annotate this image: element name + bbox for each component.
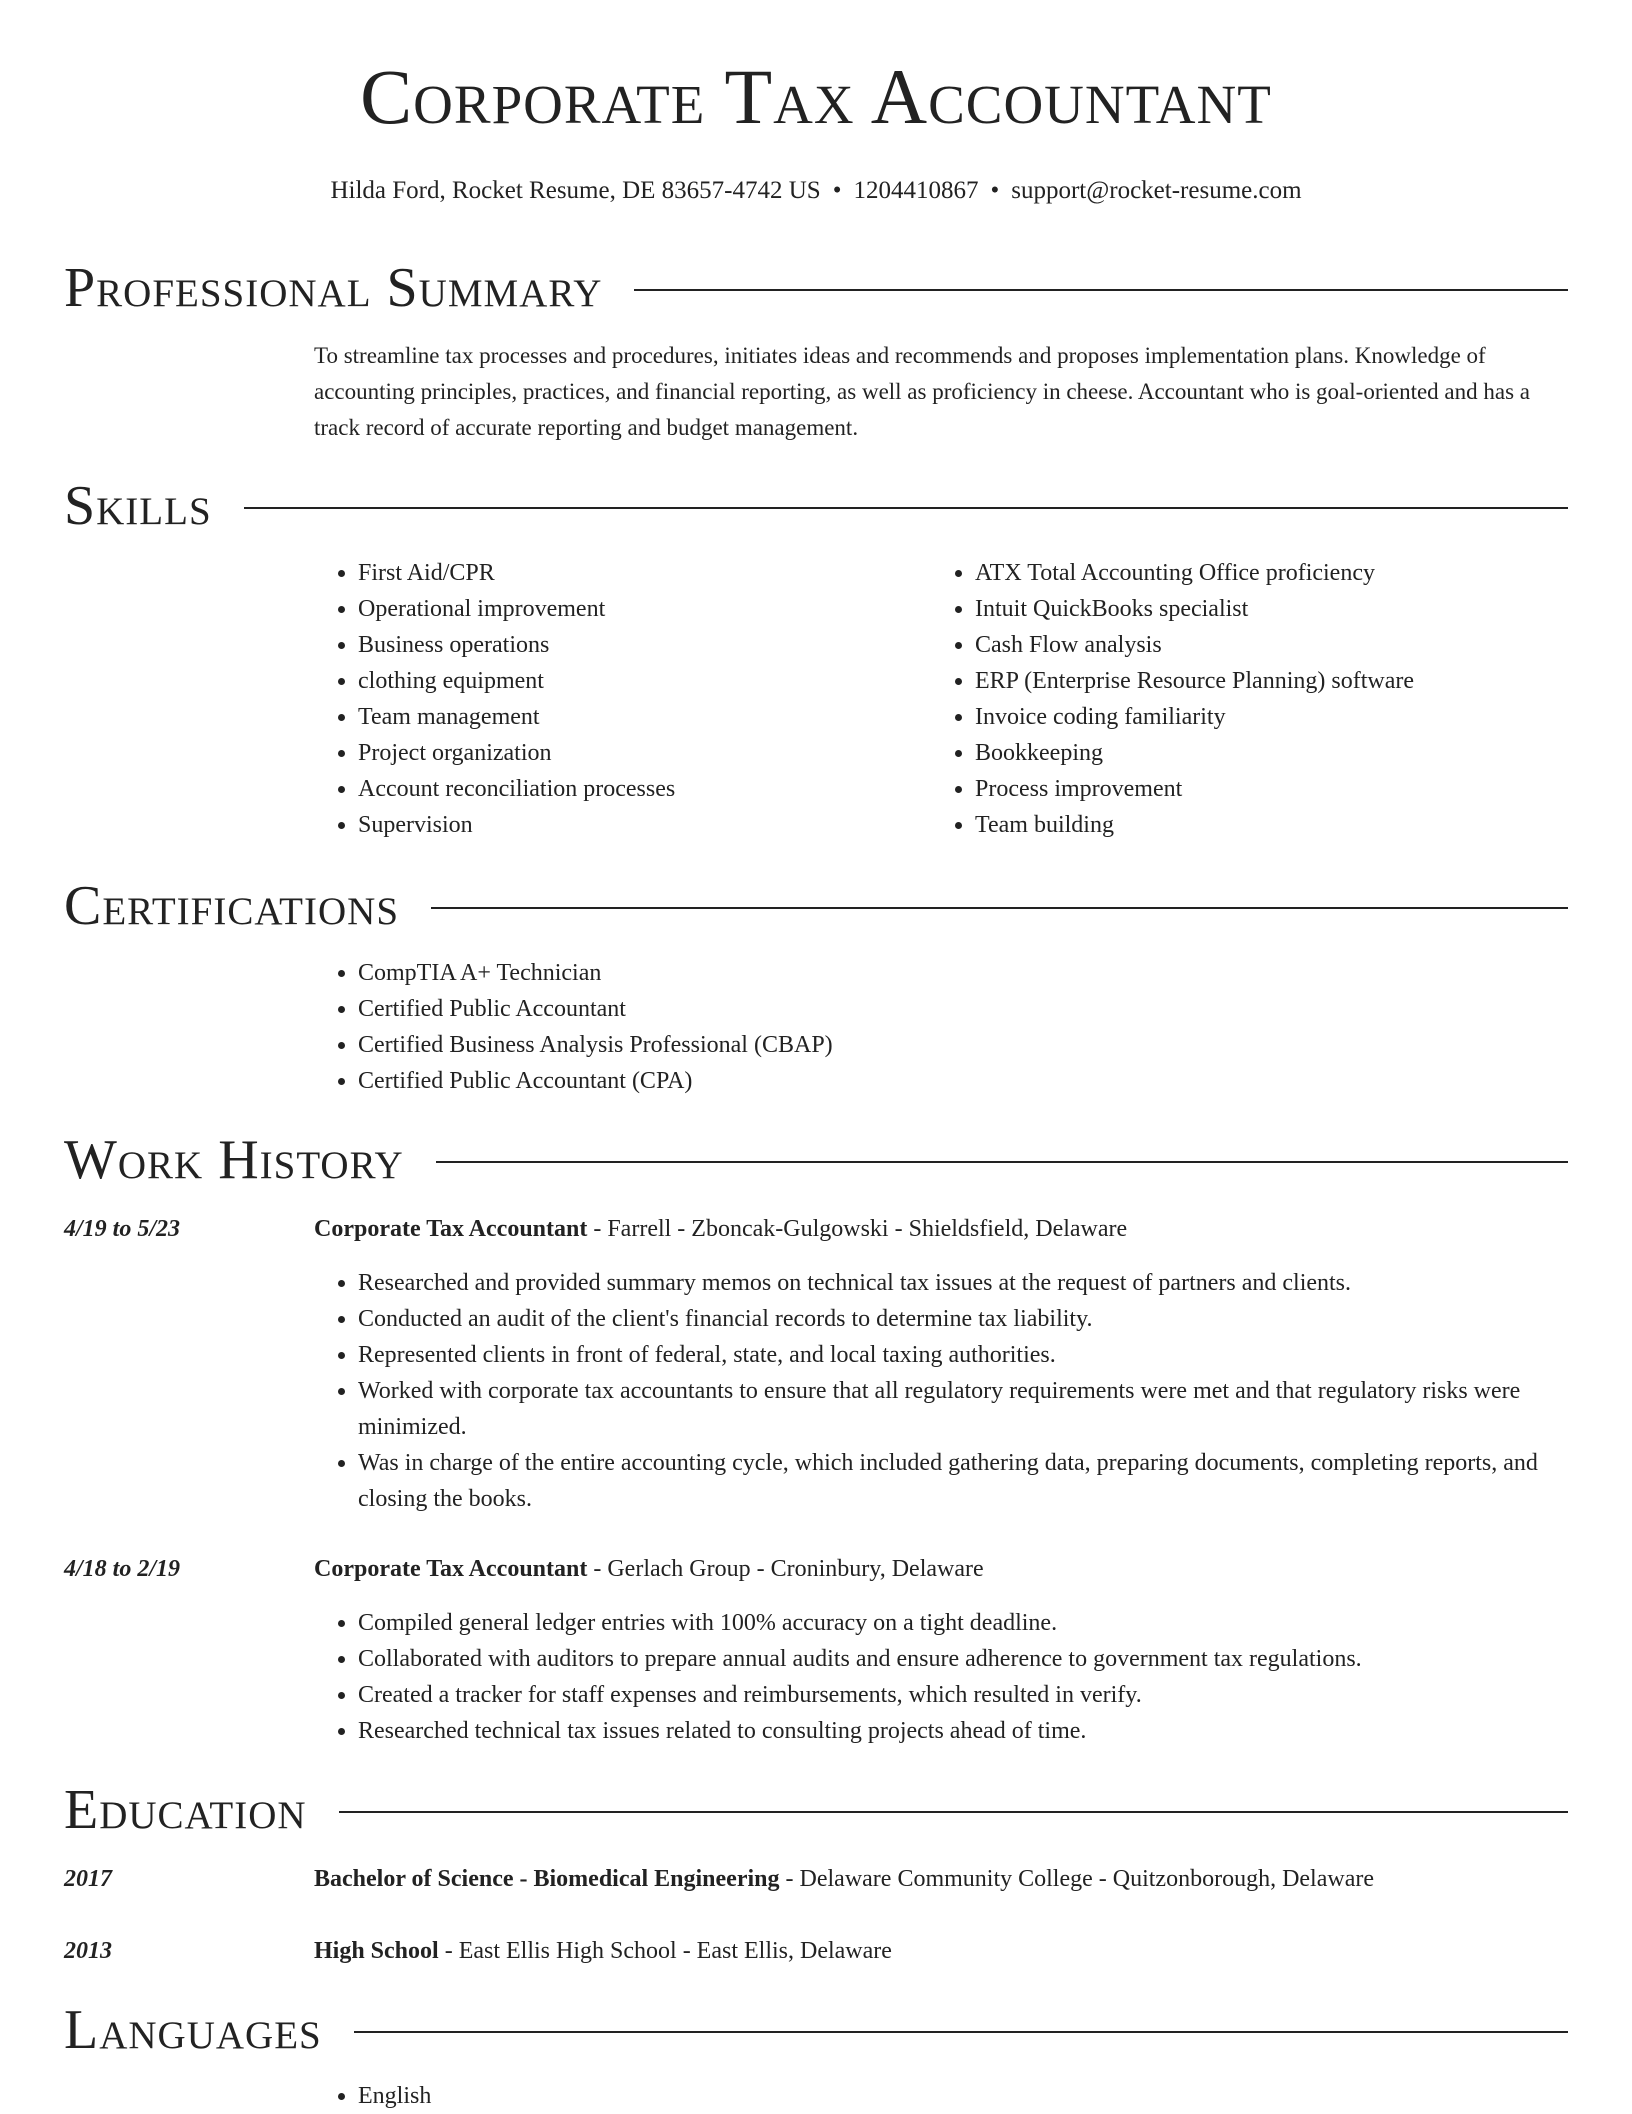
work-history-section-heading (64, 1130, 1568, 1190)
languages-heading: Languages (64, 1999, 322, 2061)
certification-item: • Certified Public Accountant (CPA) (358, 1063, 1568, 1099)
languages-section-heading (64, 2000, 1568, 2060)
education-school: - East Ellis High School - East Ellis, Delaware (438, 1938, 892, 1964)
skill-item: • ERP (Enterprise Resource Planning) software (975, 663, 1568, 699)
education-year: 2017 (64, 1866, 112, 1892)
education-school: - Delaware Community College - Quitzonborough, Delaware (779, 1866, 1375, 1892)
skill-item: • Business operations (358, 627, 894, 663)
education-year: 2013 (64, 1938, 112, 1964)
education-section-heading (64, 1780, 1568, 1840)
job-bullet: • Represented clients in front of federal, state, and local taxing authorities. (358, 1337, 1568, 1373)
skill-item: • Account reconciliation processes (358, 771, 894, 807)
job-employer: - Gerlach Group - Croninbury, Delaware (587, 1556, 984, 1582)
section-divider (431, 907, 1568, 909)
resume-title: Corporate Tax Accountant (360, 53, 1272, 140)
job-bullet: • Researched technical tax issues related to consulting projects ahead of time. (358, 1713, 1568, 1749)
certification-item: • Certified Business Analysis Professional (CBAP) (358, 1027, 1568, 1063)
skills-list-left (314, 555, 894, 843)
section-divider (634, 289, 1568, 291)
skill-item: • Team management (358, 699, 894, 735)
job-bullet: • Compiled general ledger entries with 100% accuracy on a tight deadline. (358, 1605, 1568, 1641)
skill-item: • Process improvement (975, 771, 1568, 807)
language-item: • English (358, 2078, 1568, 2114)
job-employer: - Farrell - Zboncak-Gulgowski - Shieldsfield, Delaware (587, 1216, 1128, 1242)
summary-heading: Professional Summary (64, 257, 603, 319)
skill-item: • Intuit QuickBooks specialist (975, 591, 1568, 627)
contact-line (0, 176, 1632, 206)
job-bullets (314, 1265, 1568, 1517)
skills-list-right (931, 555, 1568, 843)
job-bullet: • Worked with corporate tax accountants to ensure that all regulatory requirements were met and that regulatory risks were minimized. (358, 1373, 1568, 1445)
education-heading: Education (64, 1779, 307, 1841)
contact-separator: • (832, 177, 842, 204)
skill-item: • ATX Total Accounting Office proficiency (975, 555, 1568, 591)
certification-item: • CompTIA A+ Technician (358, 955, 1568, 991)
job-bullet: • Conducted an audit of the client's financial records to determine tax liability. (358, 1301, 1568, 1337)
skill-item: • Operational improvement (358, 591, 894, 627)
job-title-line (314, 1551, 1568, 1587)
certifications-section-heading (64, 876, 1568, 936)
skills-section-heading (64, 476, 1568, 536)
work-history-heading: Work History (64, 1129, 404, 1191)
contact-address: Hilda Ford, Rocket Resume, DE 83657-4742 US (330, 177, 821, 204)
skills-heading: Skills (64, 475, 212, 537)
skill-item: • Supervision (358, 807, 894, 843)
section-divider (339, 1811, 1568, 1813)
job-bullet: • Was in charge of the entire accounting cycle, which included gathering data, preparing documents, completing reports, and closing the books. (358, 1445, 1568, 1517)
section-divider (436, 1161, 1568, 1163)
job-bullet: • Created a tracker for staff expenses and reimbursements, which resulted in verify. (358, 1677, 1568, 1713)
certification-item: • Certified Public Accountant (358, 991, 1568, 1027)
job-bullets (314, 1605, 1568, 1749)
education-entry (314, 1861, 1568, 1897)
job-title: Corporate Tax Accountant (314, 1216, 588, 1242)
skill-item: • First Aid/CPR (358, 555, 894, 591)
education-degree: Bachelor of Science - Biomedical Engineering (314, 1866, 780, 1892)
skill-item: • Team building (975, 807, 1568, 843)
skill-item: • clothing equipment (358, 663, 894, 699)
certifications-heading: Certifications (64, 875, 400, 937)
skill-item: • Cash Flow analysis (975, 627, 1568, 663)
skill-item: • Invoice coding familiarity (975, 699, 1568, 735)
section-divider (244, 507, 1568, 509)
job-bullet: • Collaborated with auditors to prepare annual audits and ensure adherence to government tax regulations. (358, 1641, 1568, 1677)
job-title: Corporate Tax Accountant (314, 1556, 588, 1582)
summary-section-heading (64, 258, 1568, 318)
summary-text: To streamline tax processes and procedures, initiates ideas and recommends and proposes implementation plans. Knowledge of accounting principles, practices, and financial reporting, as well as proficiency in cheese. Accountant who is goal-oriented and has a track record of accurate reporting and budget management. (314, 343, 1531, 440)
job-dates: 4/19 to 5/23 (64, 1216, 181, 1242)
skill-item: • Bookkeeping (975, 735, 1568, 771)
contact-phone: 1204410867 (853, 177, 979, 204)
job-title-line (314, 1211, 1568, 1247)
job-dates: 4/18 to 2/19 (64, 1556, 181, 1582)
section-divider (354, 2031, 1568, 2033)
education-entry (314, 1933, 1568, 1969)
contact-email: support@rocket-resume.com (1011, 177, 1302, 204)
education-degree: High School (314, 1938, 439, 1964)
contact-separator: • (990, 177, 1000, 204)
skill-item: • Project organization (358, 735, 894, 771)
certifications-list (314, 955, 1568, 1099)
job-bullet: • Researched and provided summary memos on technical tax issues at the request of partners and clients. (358, 1265, 1568, 1301)
languages-list (314, 2078, 1568, 2114)
